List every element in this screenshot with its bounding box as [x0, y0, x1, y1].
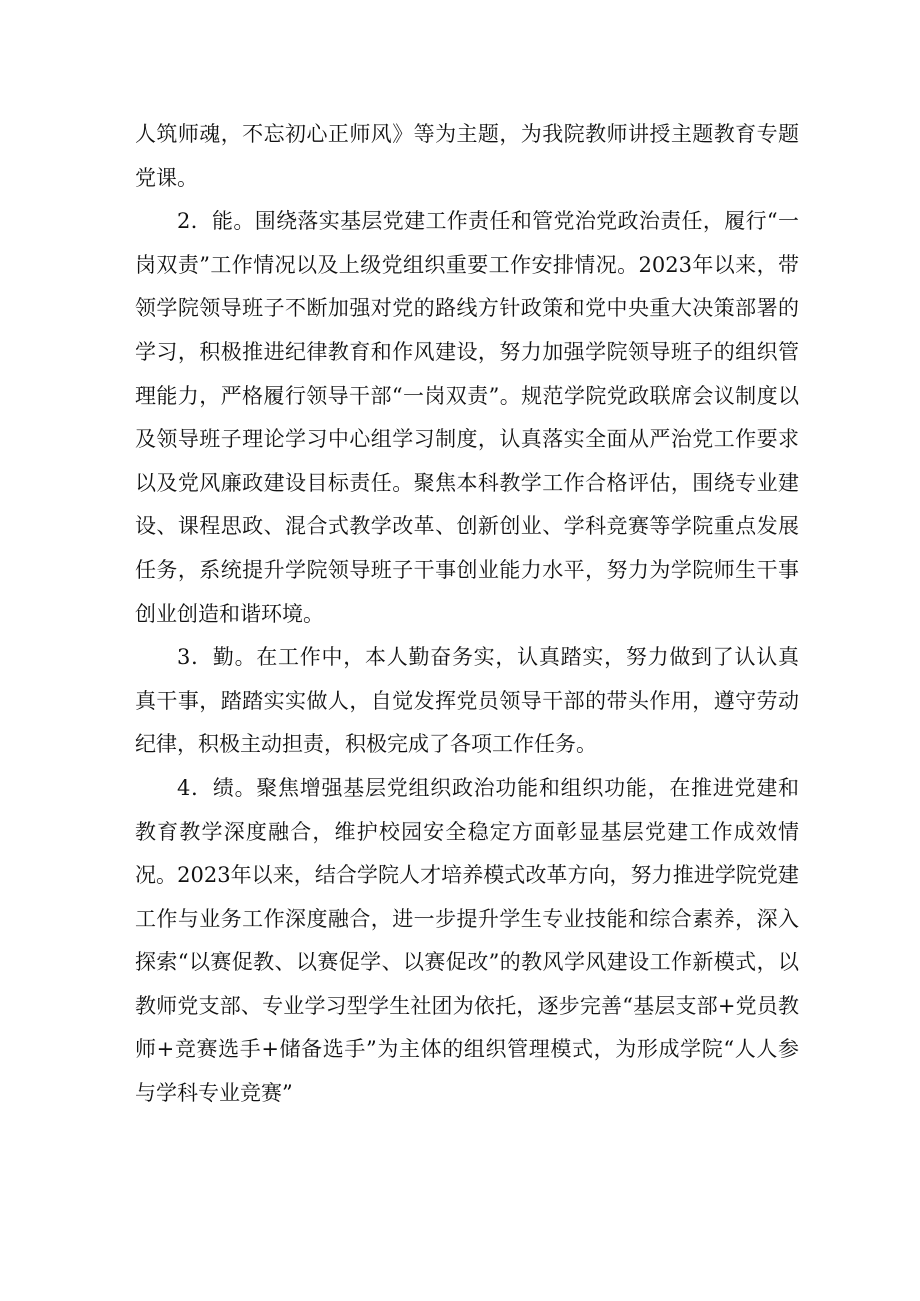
- paragraph-3-diligence: 3．勤。在工作中，本人勤奋务实，认真踏实，努力做到了认认真真干事，踏踏实实做人，自觉发挥党员领导干部的带头作用，遵守劳动纪律，积极主动担责，积极完成了各项工作任务。: [135, 645, 799, 757]
- paragraph-continued-party-lecture: 人筑师魂，不忘初心正师风》等为主题，为我院教师讲授主题教育专题党课。: [135, 122, 799, 190]
- document-body: [135, 113, 799, 1116]
- paragraph-2-ability: 2．能。围绕落实基层党建工作责任和管党治党政治责任，履行“一岗双责”工作情况以及上级党组织重要工作安排情况。2023年以来，带领学院领导班子不断加强对党的路线方针政策和党中央重大决策部署的学习，积极推进纪律教育和作风建设，努力加强学院领导班子的组织管理能力，严格履行领导干部“一岗双责”。规范学院党政联席会议制度以及领导班子理论学习中心组学习制度，认真落实全面从严治党工作要求以及党风廉政建设目标责任。聚焦本科教学工作合格评估，围绕专业建设、课程思政、混合式教学改革、创新创业、学科竞赛等学院重点发展任务，系统提升学院领导班子干事创业能力水平，努力为学院师生干事创业创造和谐环境。: [135, 209, 799, 626]
- paragraph-4-achievement: 4．绩。聚焦增强基层党组织政治功能和组织功能，在推进党建和教育教学深度融合，维护校园安全稳定方面彰显基层党建工作成效情况。2023年以来，结合学院人才培养模式改革方向，努力推进学院党建工作与业务工作深度融合，进一步提升学生专业技能和综合素养，深入探索“以赛促教、以赛促学、以赛促改”的教风学风建设工作新模式，以教师党支部、专业学习型学生社团为依托，逐步完善“基层支部+党员教师+竞赛选手+储备选手”为主体的组织管理模式，为形成学院“人人参与学科专业竞赛”: [135, 775, 799, 1106]
